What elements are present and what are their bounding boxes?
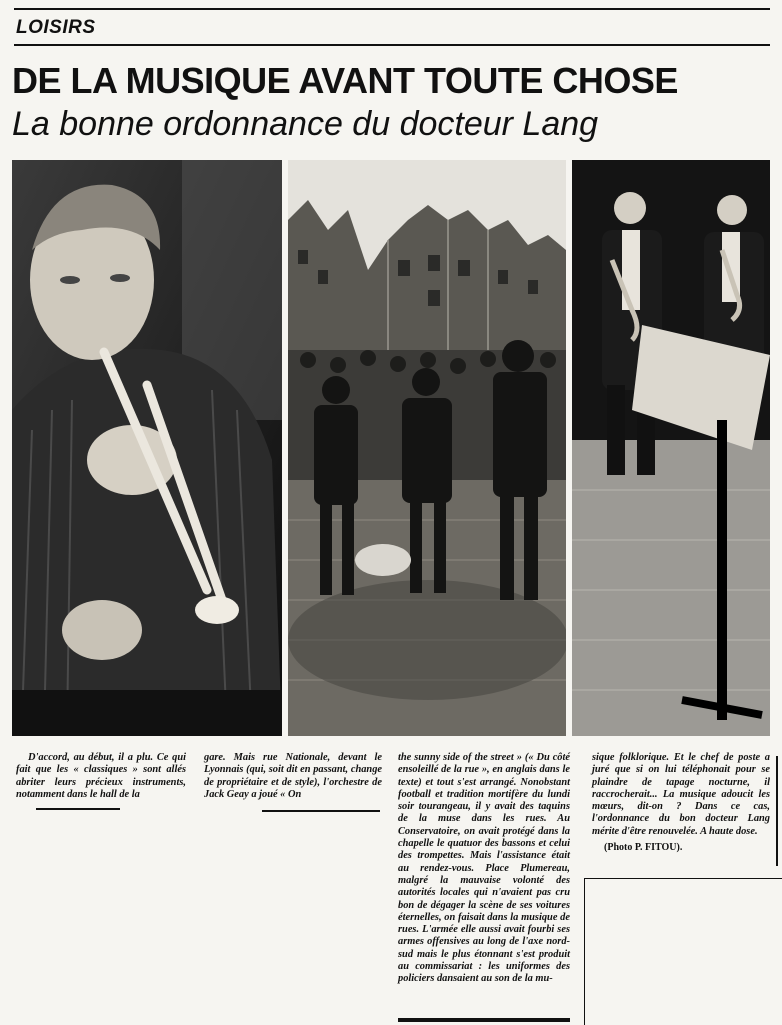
headline: DE LA MUSIQUE AVANT TOUTE CHOSE bbox=[12, 60, 678, 101]
paragraph: D'accord, au début, il a plu. Ce qui fait que les « classiques » sont allés abriter leurs précieux instruments, notamment dans le hall de la bbox=[16, 752, 186, 800]
street-crowd-photo bbox=[288, 160, 566, 736]
column-divider bbox=[36, 808, 120, 810]
paragraph: gare. Mais rue Nationale, devant le Lyonnais (qui, soit dit en passant, change de propriétaire et de style), l'orchestre de Jack Geay a joué « On bbox=[204, 752, 382, 800]
section-label: LOISIRS bbox=[16, 17, 96, 38]
column-divider bbox=[262, 810, 380, 812]
article-column-1 bbox=[16, 752, 186, 801]
article-column-4 bbox=[592, 752, 770, 854]
top-rule bbox=[14, 8, 770, 10]
trumpet-player-photo bbox=[12, 160, 282, 736]
article-column-2 bbox=[204, 752, 382, 801]
paragraph: the sunny side of the street » (« Du côté ensoleillé de la rue », en anglais dans le texte) et tout s'est arrangé. Nonobstant football et tradition mortifère du lundi soir tourangeau, il y avait des taquins de la muse dans les rues. Au Conservatoire, on avait protégé dans la chapelle le quatuor des bassons et celui des trompettes. Mais l'assistance était au rendez-vous. Place Plumereau, malgré la mauvaise volonté des autorités locales qui n'avaient pas cru bon de dégager la scène de ses voitures éternelles, on faisait dans la musique de rues. L'armée elle aussi avait fourbi ses armes offensives au long de l'axe nord-sud mais le plus étonnant s'est produit au commissariat : les uniformes des policiers dansaient au son de la mu- bbox=[398, 752, 570, 985]
subheadline: La bonne ordonnance du docteur Lang bbox=[12, 105, 599, 143]
empty-box bbox=[584, 878, 782, 1025]
photo-credit: (Photo P. FITOU). bbox=[604, 842, 683, 854]
article-column-3 bbox=[398, 752, 570, 986]
section-rule bbox=[14, 44, 770, 46]
column-rule bbox=[776, 756, 778, 866]
paragraph: sique folklorique. Et le chef de poste a juré que si on lui téléphonait pour se plaindre de tapage nocturne, il raccrocherait... La musique adoucit les mœurs, dit-on ? Dans ce cas, l'ordonnance du bon docteur Lang mérite d'être renouvelée. A haute dose. bbox=[592, 752, 770, 837]
column-divider bbox=[398, 1018, 570, 1022]
saxophonists-photo bbox=[572, 160, 770, 736]
